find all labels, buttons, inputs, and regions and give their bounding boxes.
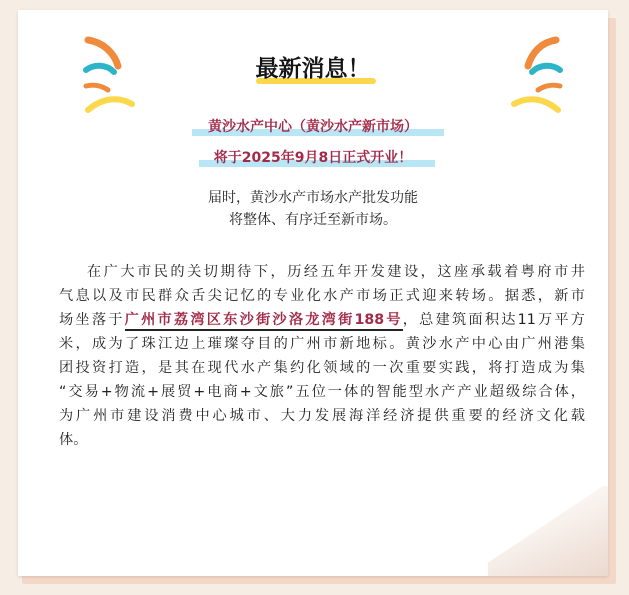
market-address: 广州市荔湾区东沙街沙洛龙湾街188号: [125, 312, 403, 331]
body-line: 在广大市民的关切期待下，历经五年开发建设，这座承载着粤府市井: [87, 264, 585, 280]
body-line: 为广州市建设消费中心城市、大力发展海洋经济提供重要的经济文化载: [59, 408, 585, 424]
intro-line-2: 将整体、有序迁至新市场。: [229, 212, 397, 228]
body-line: 体。: [59, 432, 88, 448]
body-line: “交易+物流+展贸+电商+文旅”五位一体的智能型水产产业超级综合体，: [59, 384, 585, 400]
body-line: 米，成为了珠江边上璀璨夺目的广州市新地标。黄沙水产中心由广州港集: [59, 336, 585, 352]
news-card: [18, 10, 608, 576]
body-text: ，总建筑面积达11万平方: [402, 312, 585, 328]
body-line: 气息以及市民群众舌尖记忆的专业化水产市场正式迎来转场。据悉，新市: [59, 288, 585, 304]
page-curl: [488, 486, 608, 576]
intro-line-1: 届时，黄沙水产市场水产批发功能: [208, 190, 418, 206]
subtitle-line-1: 黄沙水产中心（黄沙水产新市场）: [208, 119, 418, 135]
body-line: [59, 308, 585, 332]
subtitle-line-2: 将于2025年9月8日正式开业！: [213, 150, 413, 166]
body-line: 团投资打造，是其在现代水产集约化领域的一次重要实践，将打造成为集: [59, 360, 585, 376]
body-text: 场坐落于: [59, 312, 125, 328]
headline: 最新消息！: [255, 56, 371, 82]
article-body: [59, 260, 585, 452]
